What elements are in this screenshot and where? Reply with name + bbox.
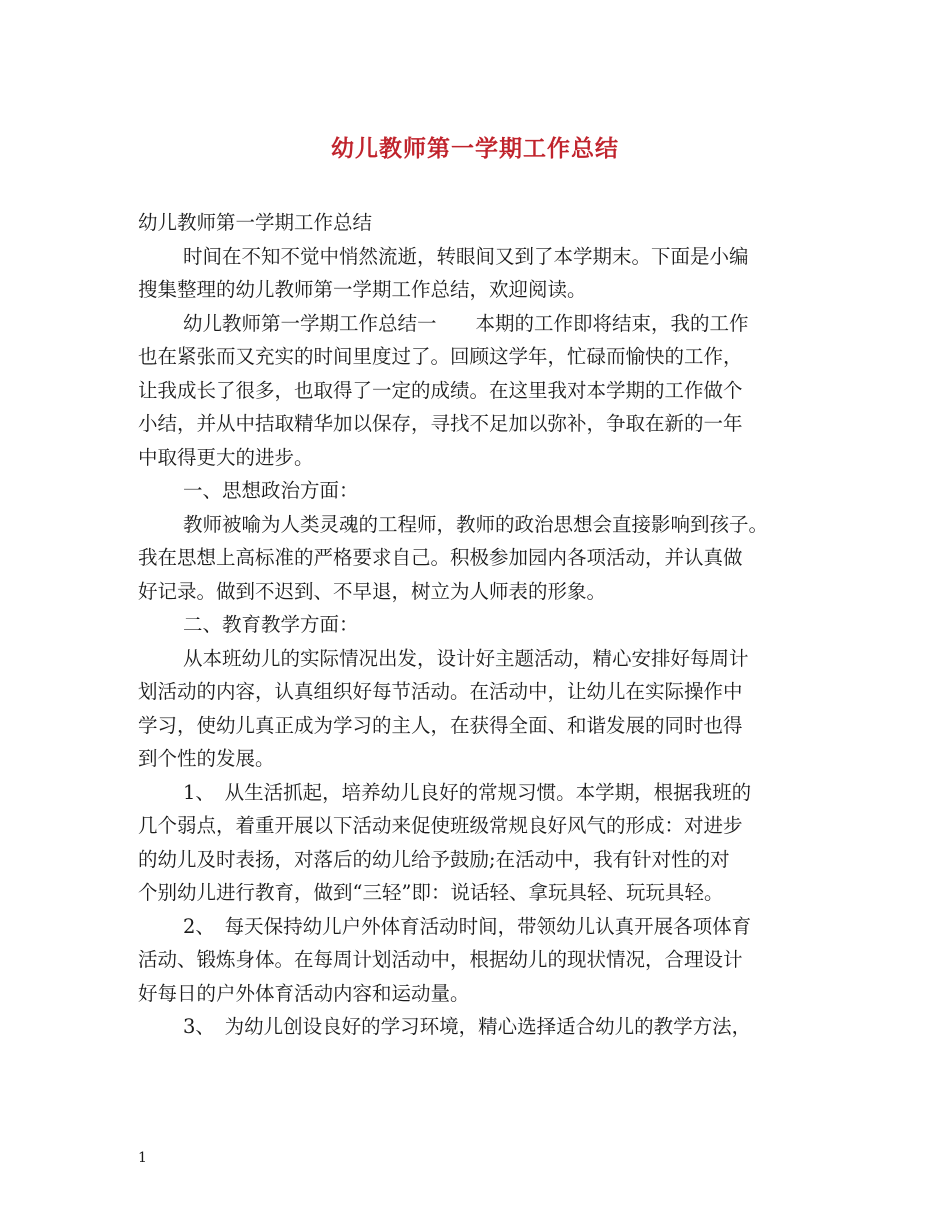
text-line: 幼儿教师第一学期工作总结 [138,211,373,234]
text-line: 中取得更大的进步。 [138,445,314,469]
text-line: 2、 每天保持幼儿户外体育活动时间，带领幼儿认真开展各项体育 [183,914,752,938]
text-line: 1、 从生活抓起，培养幼儿良好的常规习惯。本学期，根据我班的 [183,780,752,804]
text-line: 一、思想政治方面： [183,479,359,502]
text-line: 到个性的发展。 [138,747,275,770]
text-line: 3、 为幼儿创设良好的学习环境，精心选择适合幼儿的教学方法， [183,1015,752,1038]
text-line: 个别幼儿进行教育，做到“三轻”即：说话轻、拿玩具轻、玩玩具轻。 [138,881,724,904]
text-line: 从本班幼儿的实际情况出发，设计好主题活动，精心安排好每周计 [183,646,749,670]
text-line: 划活动的内容，认真组织好每节活动。在活动中，让幼儿在实际操作中 [138,680,743,703]
text-line: 教师被喻为人类灵魂的工程师，教师的政治思想会直接影响到孩子。 [183,512,769,536]
text-line: 小结，并从中拮取精华加以保存，寻找不足加以弥补，争取在新的一年 [138,412,743,435]
text-line: 二、教育教学方面： [183,613,359,636]
text-line: 搜集整理的幼儿教师第一学期工作总结，欢迎阅读。 [138,278,587,301]
text-line: 让我成长了很多，也取得了一定的成绩。在这里我对本学期的工作做个 [138,378,743,402]
text-line: 好记录。做到不迟到、不早退，树立为人师表的形象。 [138,579,607,603]
document-body [138,206,828,1044]
text-line: 活动、锻炼身体。在每周计划活动中，根据幼儿的现状情况，合理设计 [138,948,743,971]
text-line: 几个弱点，着重开展以下活动来促使班级常规良好风气的形成：对进步 [138,814,743,837]
text-line: 学习，使幼儿真正成为学习的主人，在获得全面、和谐发展的同时也得 [138,713,743,737]
text-line: 我在思想上高标准的严格要求自己。积极参加园内各项活动，并认真做 [138,546,743,569]
text-line: 也在紧张而又充实的时间里度过了。回顾这学年，忙碌而愉快的工作， [138,345,743,368]
text-line: 的幼儿及时表扬，对落后的幼儿给予鼓励;在活动中，我有针对性的对 [138,847,730,871]
text-line: 时间在不知不觉中悄然流逝，转眼间又到了本学期末。下面是小编 [183,244,749,268]
document-title: 幼儿教师第一学期工作总结 [331,135,619,162]
text-line: 好每日的户外体育活动内容和运动量。 [138,981,470,1005]
text-line: 幼儿教师第一学期工作总结一 本期的工作即将结束，我的工作 [183,311,749,335]
page-number: 1 [138,1150,147,1166]
